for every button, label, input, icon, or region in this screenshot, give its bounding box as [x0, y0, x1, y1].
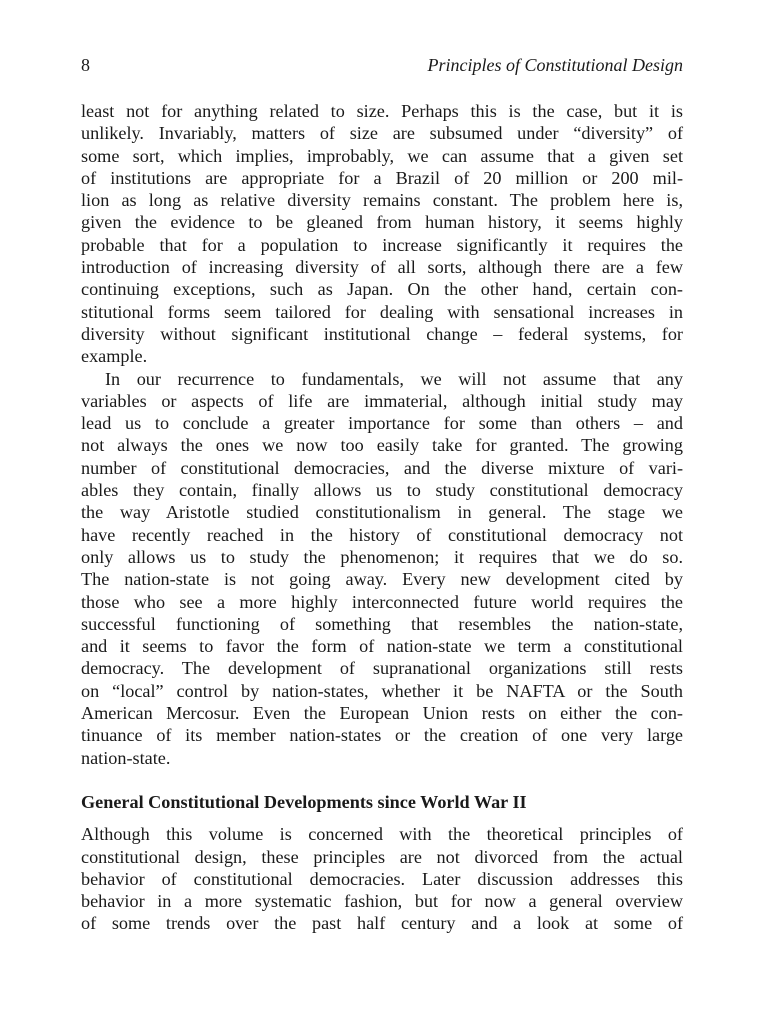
paragraph-2-line: the way Aristotle studied constitutionalism in general. The stage we: [81, 502, 683, 523]
paragraph-2-line: American Mercosur. Even the European Union rests on either the con-: [81, 703, 683, 724]
page-number: 8: [81, 55, 90, 75]
section-paragraph-line: Although this volume is concerned with the theoretical principles of: [81, 824, 683, 845]
paragraph-2-line: those who see a more highly interconnected future world requires the: [81, 591, 683, 612]
paragraph-1-line: unlikely. Invariably, matters of size are subsumed under “diversity” of: [81, 123, 683, 144]
section-paragraph-line: behavior of constitutional democracies. Later discussion addresses this: [81, 868, 683, 889]
paragraph-2-line: number of constitutional democracies, and the diverse mixture of vari-: [81, 457, 683, 478]
paragraph-1-line: diversity without significant institutional change – federal systems, for: [81, 323, 683, 344]
paragraph-2-line: In our recurrence to fundamentals, we will not assume that any: [105, 368, 683, 389]
paragraph-1-line: given the evidence to be gleaned from human history, it seems highly: [81, 212, 683, 233]
paragraph-2-line: lead us to conclude a greater importance for some than others – and: [81, 413, 683, 434]
section-paragraph-line: constitutional design, these principles are not divorced from the actual: [81, 846, 683, 867]
paragraph-2-line: successful functioning of something that resembles the nation-state,: [81, 613, 683, 634]
paragraph-2-line: not always the ones we now too easily take for granted. The growing: [81, 435, 683, 456]
paragraph-1-line: probable that for a population to increase significantly it requires the: [81, 234, 683, 255]
paragraph-1-line: stitutional forms seem tailored for dealing with sensational increases in: [81, 301, 683, 322]
paragraph-2-line: The nation-state is not going away. Every new development cited by: [81, 569, 683, 590]
body-text: [81, 100, 683, 935]
paragraph-1-line: some sort, which implies, improbably, we can assume that a given set: [81, 145, 683, 166]
paragraph-2-line: democracy. The development of supranational organizations still rests: [81, 658, 683, 679]
book-page: [81, 52, 683, 935]
paragraph-1-line: lion as long as relative diversity remains constant. The problem here is,: [81, 190, 683, 211]
section-heading: General Constitutional Developments since World War II: [81, 791, 527, 812]
paragraph-2-line: have recently reached in the history of constitutional democracy not: [81, 524, 683, 545]
running-title: Principles of Constitutional Design: [427, 55, 683, 75]
section-paragraph: [81, 823, 683, 934]
section-paragraph-line: behavior in a more systematic fashion, but for now a general overview: [81, 891, 683, 912]
paragraph-2-line: nation-state.: [81, 747, 171, 768]
section-paragraph-line: of some trends over the past half century and a look at some of: [81, 913, 683, 934]
running-header: [81, 52, 683, 78]
paragraph-2-line: only allows us to study the phenomenon; it requires that we do so.: [81, 546, 683, 567]
paragraph-1: [81, 100, 683, 368]
paragraph-1-line: example.: [81, 346, 148, 367]
paragraph-1-line: continuing exceptions, such as Japan. On the other hand, certain con-: [81, 279, 683, 300]
paragraph-2: [81, 368, 683, 769]
paragraph-2-line: tinuance of its member nation-states or the creation of one very large: [81, 725, 683, 746]
paragraph-1-line: of institutions are appropriate for a Brazil of 20 million or 200 mil-: [81, 167, 683, 188]
paragraph-2-line: variables or aspects of life are immaterial, although initial study may: [81, 390, 683, 411]
paragraph-2-line: on “local” control by nation-states, whether it be NAFTA or the South: [81, 680, 683, 701]
paragraph-2-line: and it seems to favor the form of nation-state we term a constitutional: [81, 636, 683, 657]
paragraph-1-line: introduction of increasing diversity of all sorts, although there are a few: [81, 257, 683, 278]
paragraph-2-line: ables they contain, finally allows us to study constitutional democracy: [81, 480, 683, 501]
paragraph-1-line: least not for anything related to size. Perhaps this is the case, but it is: [81, 101, 683, 121]
